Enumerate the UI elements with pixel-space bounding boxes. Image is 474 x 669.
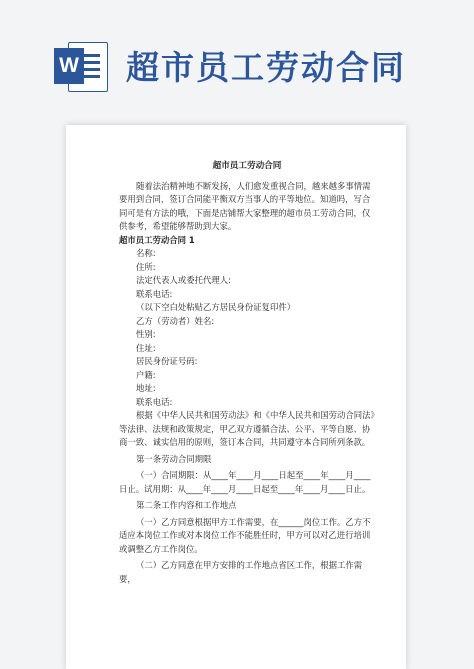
article-title: 第二条工作内容和工作地点 xyxy=(136,500,237,510)
field-label: 住址: xyxy=(136,342,156,353)
banner xyxy=(0,0,474,112)
field-label: 乙方（劳动者）姓名: xyxy=(136,315,215,326)
field-label: 性别: xyxy=(136,329,156,339)
id-note: （以下空白处粘贴乙方居民身份证复印件） xyxy=(136,302,296,312)
intro-paragraph: 随着法治精神地不断发扬，人们愈发重视合同，越来越多事情需要用到合同，签订合同能平衡双方当事人的平等地位。知道吗，写合同可是有方法的哦，下面是店铺帮大家整理的超市员工劳动合同，仅供参考，希望能够帮助到大家。 xyxy=(119,180,371,231)
document-page xyxy=(66,125,406,669)
article-item: （一）乙方同意根据甲方工作需要，在______岗位工作。乙方不适应本岗位工作或对本岗位工作不能胜任时，甲方可以对乙进行培训或调整乙方工作岗位。 xyxy=(119,516,371,554)
article-term: （一）合同期限：从____年____月____日起至____年____月____日止。试用期：从____年____月____日起至____年____月____日止。 xyxy=(119,470,371,494)
field-label: 名称: xyxy=(136,248,156,258)
word-icon-letter: W xyxy=(54,48,84,84)
field-label: 居民身份证号码: xyxy=(136,356,198,366)
field-label: 联系电话: xyxy=(136,288,173,299)
preamble-paragraph: 根据《中华人民共和国劳动法》和《中华人民共和国劳动合同法》等法律、法规和政策规定，甲乙双方遵循合法、公平、平等自愿、协商一致、诚实信用的原则，签订本合同，共同遵守本合同所列条款。 xyxy=(119,410,375,447)
field-label: 住所: xyxy=(136,261,156,272)
document-title: 超市员工劳动合同 xyxy=(212,161,282,171)
word-icon xyxy=(54,38,110,94)
article-title: 第一条劳动合同期限 xyxy=(136,453,212,464)
field-label: 地址: xyxy=(136,383,156,393)
banner-title: 超市员工劳动合同 xyxy=(126,48,406,87)
field-label: 联系电话: xyxy=(136,396,173,407)
field-label: 户籍: xyxy=(136,369,156,380)
article-item: （二）乙方同意在甲方安排的工作地点省区工作，根据工作需要， xyxy=(119,560,363,584)
document-content xyxy=(119,160,375,586)
section-heading: 超市员工劳动合同 1 xyxy=(119,234,195,245)
field-label: 法定代表人或委托代理人: xyxy=(136,275,231,285)
